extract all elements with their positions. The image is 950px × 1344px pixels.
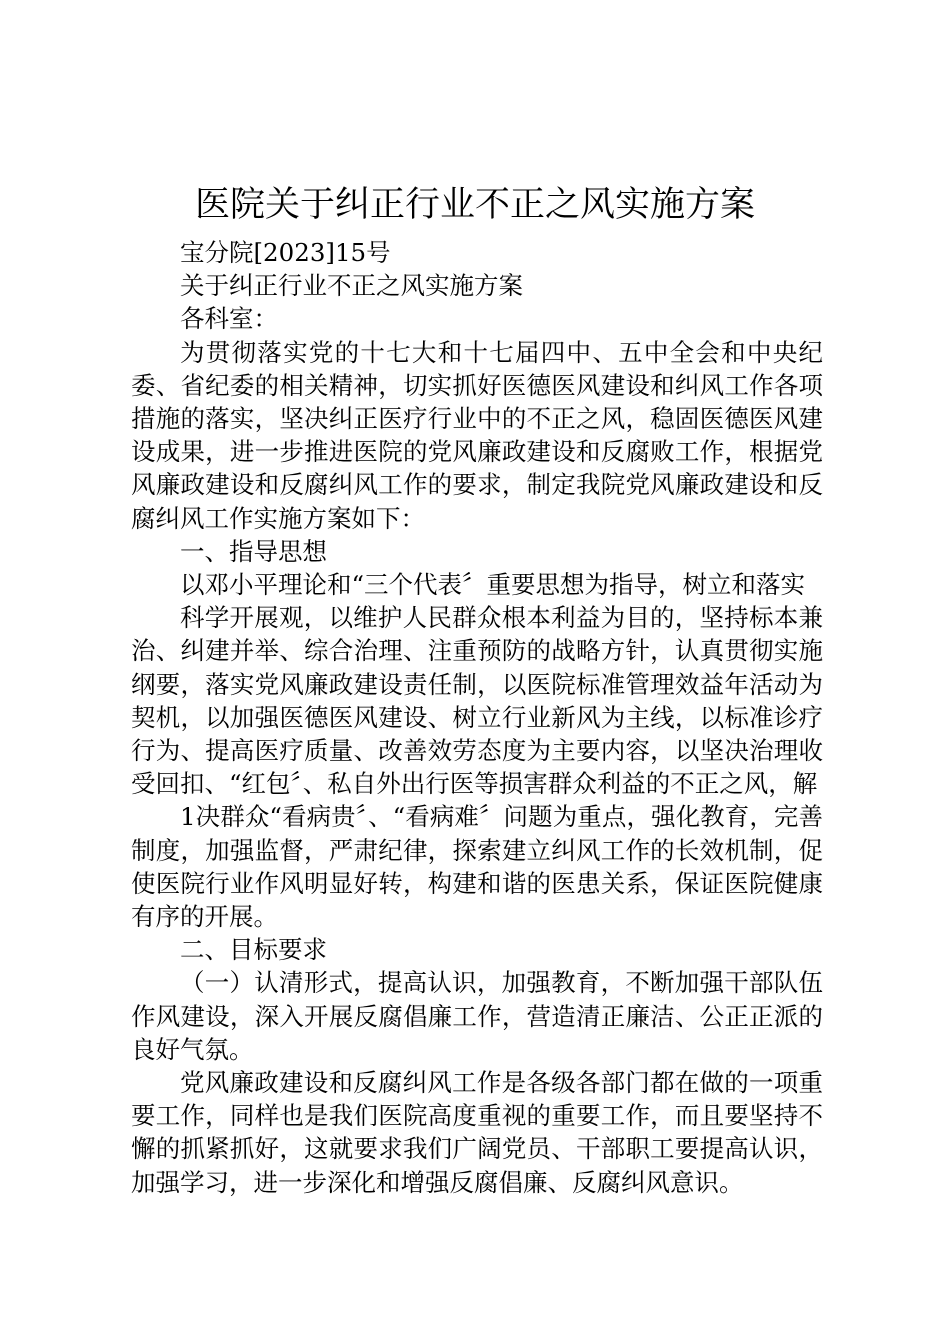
body-paragraph: 党风廉政建设和反腐纠风工作是各级各部门都在做的一项重要工作，同样也是我们医院高度重视的重要工作，而且要坚持不懈的抓紧抓好，这就要求我们广阔党员、干部职工要提高认识，加强学习，进一步深化和增强反腐倡廉、反腐纠风意识。 [131, 1068, 823, 1197]
document-number: 宝分院[2023]15号 [180, 238, 391, 267]
document-subtitle: 关于纠正行业不正之风实施方案 [180, 271, 523, 301]
body-paragraph: 1决群众“看病贵〞、“看病难〞问题为重点，强化教育，完善制度，加强监督，严肃纪律，探索建立纠风工作的长效机制，促使医院行业作风明显好转，构建和谐的医患关系，保证医院健康有序的开展。 [131, 802, 823, 932]
intro-paragraph: 为贯彻落实党的十七大和十七届四中、五中全会和中央纪委、省纪委的相关精神，切实抓好医德医风建设和纠风工作各项措施的落实，坚决纠正医疗行业中的不正之风，稳固医德医风建设成果，进一步推进医院的党风廉政建设和反腐败工作，根据党风廉政建设和反腐纠风工作的要求，制定我院党风廉政建设和反腐纠风工作实施方案如下： [131, 337, 823, 533]
section-heading-guiding-ideology: 一、指导思想 [180, 536, 327, 566]
body-paragraph: 以邓小平理论和“三个代表〞重要思想为指导，树立和落实 [180, 570, 806, 600]
body-paragraph: （一）认清形式，提高认识，加强教育，不断加强干部队伍作风建设，深入开展反腐倡廉工作，营造清正廉洁、公正正派的良好气氛。 [131, 968, 823, 1064]
document-title: 医院关于纠正行业不正之风实施方案 [194, 185, 755, 225]
section-heading-goals: 二、目标要求 [180, 935, 327, 965]
salutation: 各科室： [180, 304, 278, 334]
document-body [131, 236, 823, 1199]
body-paragraph: 科学开展观，以维护人民群众根本利益为目的，坚持标本兼治、纠建并举、综合治理、注重预防的战略方针，认真贯彻实施纲要，落实党风廉政建设责任制，以医院标准管理效益年活动为契机，以加强医德医风建设、树立行业新风为主线，以标准诊疗行为、提高医疗质量、改善效劳态度为主要内容，以坚决治理收受回扣、“红包〞、私自外出行医等损害群众利益的不正之风，解 [131, 603, 823, 799]
